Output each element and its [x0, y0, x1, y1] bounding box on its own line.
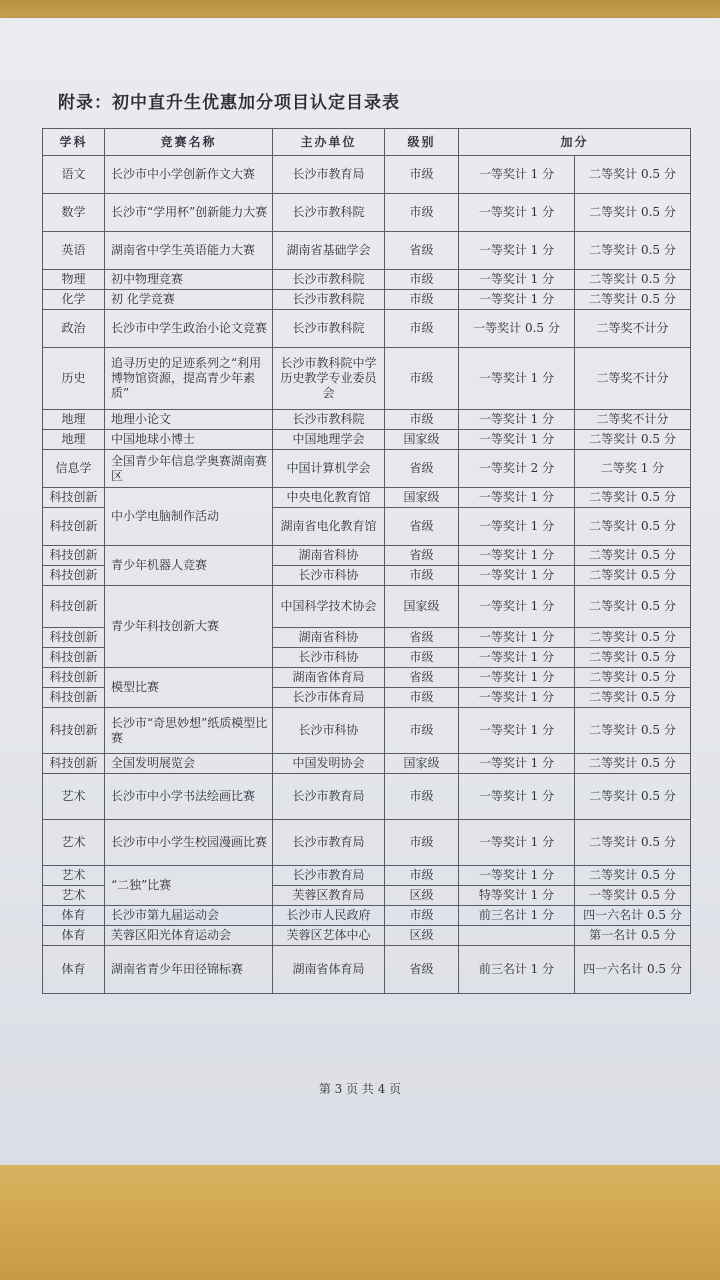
- competition-cell: 长沙市“奇思妙想”纸质模型比赛: [105, 708, 273, 754]
- first-prize-cell: 一等奖计 1 分: [459, 648, 575, 668]
- table-row: [43, 310, 691, 348]
- table-row: [43, 450, 691, 488]
- header-competition: 竞赛名称: [105, 129, 273, 156]
- organizer-cell: 湖南省体育局: [273, 668, 385, 688]
- second-prize-cell: 二等奖计 0.5 分: [575, 774, 691, 820]
- subject-cell: 科技创新: [43, 586, 105, 628]
- level-cell: 区级: [385, 926, 459, 946]
- table-row: [43, 906, 691, 926]
- competition-cell: 湖南省中学生英语能力大赛: [105, 232, 273, 270]
- competition-cell: 长沙市中小学生校园漫画比赛: [105, 820, 273, 866]
- organizer-cell: 长沙市教科院: [273, 410, 385, 430]
- level-cell: 国家级: [385, 586, 459, 628]
- subject-cell: 科技创新: [43, 546, 105, 566]
- level-cell: 市级: [385, 866, 459, 886]
- subject-cell: 政治: [43, 310, 105, 348]
- table-row: [43, 410, 691, 430]
- second-prize-cell: 二等奖计 0.5 分: [575, 668, 691, 688]
- level-cell: 市级: [385, 194, 459, 232]
- subject-cell: 艺术: [43, 820, 105, 866]
- subject-cell: 体育: [43, 946, 105, 994]
- table-row: [43, 232, 691, 270]
- second-prize-cell: 二等奖计 0.5 分: [575, 566, 691, 586]
- organizer-cell: 中国地理学会: [273, 430, 385, 450]
- organizer-cell: 长沙市教育局: [273, 774, 385, 820]
- table-row: [43, 708, 691, 754]
- first-prize-cell: 前三名计 1 分: [459, 946, 575, 994]
- subject-cell: 数学: [43, 194, 105, 232]
- subject-cell: 地理: [43, 430, 105, 450]
- subject-cell: 科技创新: [43, 648, 105, 668]
- competition-cell: 全国青少年信息学奥赛湖南赛区: [105, 450, 273, 488]
- second-prize-cell: 二等奖计 0.5 分: [575, 488, 691, 508]
- second-prize-cell: 二等奖计 0.5 分: [575, 820, 691, 866]
- competition-cell: 模型比赛: [105, 668, 273, 708]
- level-cell: 市级: [385, 410, 459, 430]
- subject-cell: 艺术: [43, 866, 105, 886]
- table-row: [43, 546, 691, 566]
- second-prize-cell: 第一名计 0.5 分: [575, 926, 691, 946]
- subject-cell: 艺术: [43, 774, 105, 820]
- table-row: [43, 290, 691, 310]
- subject-cell: 体育: [43, 926, 105, 946]
- subject-cell: 语文: [43, 156, 105, 194]
- first-prize-cell: 一等奖计 1 分: [459, 586, 575, 628]
- first-prize-cell: 一等奖计 1 分: [459, 290, 575, 310]
- first-prize-cell: 一等奖计 1 分: [459, 774, 575, 820]
- competition-cell: 初中物理竞赛: [105, 270, 273, 290]
- subject-cell: 科技创新: [43, 508, 105, 546]
- organizer-cell: 长沙市教科院: [273, 194, 385, 232]
- second-prize-cell: 二等奖计 0.5 分: [575, 648, 691, 668]
- first-prize-cell: 一等奖计 1 分: [459, 866, 575, 886]
- organizer-cell: 长沙市教科院: [273, 310, 385, 348]
- table-row: [43, 488, 691, 508]
- subject-cell: 艺术: [43, 886, 105, 906]
- competition-cell: 青少年机器人竞赛: [105, 546, 273, 586]
- level-cell: 市级: [385, 348, 459, 410]
- table-row: [43, 866, 691, 886]
- table-row: [43, 270, 691, 290]
- subject-cell: 化学: [43, 290, 105, 310]
- subject-cell: 地理: [43, 410, 105, 430]
- subject-cell: 体育: [43, 906, 105, 926]
- organizer-cell: 芙蓉区艺体中心: [273, 926, 385, 946]
- level-cell: 市级: [385, 270, 459, 290]
- first-prize-cell: 一等奖计 1 分: [459, 566, 575, 586]
- competition-cell: 追寻历史的足迹系列之“利用博物馆资源，提高青少年素质”: [105, 348, 273, 410]
- level-cell: 市级: [385, 688, 459, 708]
- competition-cell: 芙蓉区阳光体育运动会: [105, 926, 273, 946]
- competition-cell: 中国地球小博士: [105, 430, 273, 450]
- second-prize-cell: 四一六名计 0.5 分: [575, 906, 691, 926]
- first-prize-cell: 一等奖计 1 分: [459, 668, 575, 688]
- first-prize-cell: 一等奖计 1 分: [459, 430, 575, 450]
- first-prize-cell: 一等奖计 0.5 分: [459, 310, 575, 348]
- subject-cell: 科技创新: [43, 708, 105, 754]
- organizer-cell: 湖南省体育局: [273, 946, 385, 994]
- level-cell: 国家级: [385, 430, 459, 450]
- desk-background-bottom: [0, 1165, 720, 1280]
- table-row: [43, 754, 691, 774]
- second-prize-cell: 二等奖计 0.5 分: [575, 156, 691, 194]
- second-prize-cell: 二等奖计 0.5 分: [575, 586, 691, 628]
- second-prize-cell: 二等奖计 0.5 分: [575, 430, 691, 450]
- second-prize-cell: 二等奖计 0.5 分: [575, 194, 691, 232]
- level-cell: 市级: [385, 290, 459, 310]
- first-prize-cell: 一等奖计 1 分: [459, 410, 575, 430]
- competition-cell: 长沙市中小学创新作文大赛: [105, 156, 273, 194]
- organizer-cell: 湖南省基础学会: [273, 232, 385, 270]
- second-prize-cell: 二等奖计 0.5 分: [575, 546, 691, 566]
- level-cell: 市级: [385, 566, 459, 586]
- organizer-cell: 芙蓉区教育局: [273, 886, 385, 906]
- competition-cell: 中小学电脑制作活动: [105, 488, 273, 546]
- organizer-cell: 中国发明协会: [273, 754, 385, 774]
- level-cell: 市级: [385, 156, 459, 194]
- table-row: [43, 194, 691, 232]
- level-cell: 省级: [385, 232, 459, 270]
- subject-cell: 科技创新: [43, 688, 105, 708]
- competition-cell: 青少年科技创新大赛: [105, 586, 273, 668]
- first-prize-cell: 一等奖计 1 分: [459, 820, 575, 866]
- level-cell: 国家级: [385, 488, 459, 508]
- organizer-cell: 湖南省科协: [273, 546, 385, 566]
- first-prize-cell: 一等奖计 1 分: [459, 156, 575, 194]
- second-prize-cell: 二等奖计 0.5 分: [575, 508, 691, 546]
- subject-cell: 物理: [43, 270, 105, 290]
- competition-cell: 地理小论文: [105, 410, 273, 430]
- competition-cell: 初 化学竞赛: [105, 290, 273, 310]
- subject-cell: 英语: [43, 232, 105, 270]
- second-prize-cell: 二等奖计 0.5 分: [575, 270, 691, 290]
- table-row: [43, 348, 691, 410]
- organizer-cell: 长沙市人民政府: [273, 906, 385, 926]
- second-prize-cell: 二等奖计 0.5 分: [575, 708, 691, 754]
- second-prize-cell: 二等奖计 0.5 分: [575, 754, 691, 774]
- table-row: [43, 430, 691, 450]
- organizer-cell: 长沙市教科院中学历史教学专业委员会: [273, 348, 385, 410]
- first-prize-cell: 一等奖计 1 分: [459, 508, 575, 546]
- second-prize-cell: 二等奖计 0.5 分: [575, 628, 691, 648]
- subject-cell: 历史: [43, 348, 105, 410]
- competition-cell: 长沙市第九届运动会: [105, 906, 273, 926]
- table-row: [43, 156, 691, 194]
- first-prize-cell: 一等奖计 1 分: [459, 488, 575, 508]
- level-cell: 省级: [385, 668, 459, 688]
- first-prize-cell: 一等奖计 1 分: [459, 194, 575, 232]
- table-row: [43, 820, 691, 866]
- second-prize-cell: 二等奖计 0.5 分: [575, 232, 691, 270]
- table-header-row: [43, 129, 691, 156]
- second-prize-cell: 一等奖计 0.5 分: [575, 886, 691, 906]
- level-cell: 市级: [385, 820, 459, 866]
- competition-cell: 长沙市中学生政治小论文竞赛: [105, 310, 273, 348]
- level-cell: 省级: [385, 450, 459, 488]
- organizer-cell: 中国计算机学会: [273, 450, 385, 488]
- table-row: [43, 668, 691, 688]
- second-prize-cell: 二等奖 1 分: [575, 450, 691, 488]
- first-prize-cell: 一等奖计 1 分: [459, 754, 575, 774]
- level-cell: 国家级: [385, 754, 459, 774]
- organizer-cell: 中国科学技术协会: [273, 586, 385, 628]
- level-cell: 省级: [385, 508, 459, 546]
- organizer-cell: 长沙市科协: [273, 648, 385, 668]
- subject-cell: 科技创新: [43, 754, 105, 774]
- table-row: [43, 946, 691, 994]
- second-prize-cell: 二等奖计 0.5 分: [575, 290, 691, 310]
- competition-cell: “二独”比赛: [105, 866, 273, 906]
- competition-cell: 湖南省青少年田径锦标赛: [105, 946, 273, 994]
- subject-cell: 科技创新: [43, 628, 105, 648]
- organizer-cell: 长沙市教科院: [273, 270, 385, 290]
- first-prize-cell: 一等奖计 1 分: [459, 348, 575, 410]
- first-prize-cell: 一等奖计 1 分: [459, 628, 575, 648]
- header-points: 加分: [459, 129, 691, 156]
- bonus-points-table: [42, 128, 691, 994]
- organizer-cell: 长沙市教育局: [273, 820, 385, 866]
- organizer-cell: 长沙市体育局: [273, 688, 385, 708]
- organizer-cell: 长沙市教育局: [273, 866, 385, 886]
- level-cell: 市级: [385, 774, 459, 820]
- second-prize-cell: 二等奖不计分: [575, 310, 691, 348]
- level-cell: 市级: [385, 648, 459, 668]
- subject-cell: 科技创新: [43, 668, 105, 688]
- second-prize-cell: 二等奖不计分: [575, 348, 691, 410]
- organizer-cell: 长沙市教科院: [273, 290, 385, 310]
- level-cell: 市级: [385, 708, 459, 754]
- first-prize-cell: [459, 926, 575, 946]
- second-prize-cell: 二等奖不计分: [575, 410, 691, 430]
- subject-cell: 信息学: [43, 450, 105, 488]
- level-cell: 省级: [385, 546, 459, 566]
- organizer-cell: 长沙市科协: [273, 566, 385, 586]
- subject-cell: 科技创新: [43, 488, 105, 508]
- subject-cell: 科技创新: [43, 566, 105, 586]
- document-title: 附录：初中直升生优惠加分项目认定目录表: [58, 93, 400, 113]
- organizer-cell: 湖南省电化教育馆: [273, 508, 385, 546]
- competition-cell: 全国发明展览会: [105, 754, 273, 774]
- first-prize-cell: 一等奖计 1 分: [459, 688, 575, 708]
- first-prize-cell: 一等奖计 1 分: [459, 708, 575, 754]
- second-prize-cell: 二等奖计 0.5 分: [575, 866, 691, 886]
- organizer-cell: 湖南省科协: [273, 628, 385, 648]
- level-cell: 省级: [385, 628, 459, 648]
- header-organizer: 主办单位: [273, 129, 385, 156]
- first-prize-cell: 一等奖计 1 分: [459, 232, 575, 270]
- table-row: [43, 586, 691, 628]
- first-prize-cell: 特等奖计 1 分: [459, 886, 575, 906]
- table-row: [43, 774, 691, 820]
- header-level: 级别: [385, 129, 459, 156]
- first-prize-cell: 一等奖计 2 分: [459, 450, 575, 488]
- first-prize-cell: 前三名计 1 分: [459, 906, 575, 926]
- competition-cell: 长沙市“学用杯”创新能力大赛: [105, 194, 273, 232]
- header-subject: 学科: [43, 129, 105, 156]
- level-cell: 区级: [385, 886, 459, 906]
- second-prize-cell: 四一六名计 0.5 分: [575, 946, 691, 994]
- second-prize-cell: 二等奖计 0.5 分: [575, 688, 691, 708]
- level-cell: 省级: [385, 946, 459, 994]
- page-number: 第 3 页 共 4 页: [318, 1082, 402, 1096]
- organizer-cell: 长沙市教育局: [273, 156, 385, 194]
- level-cell: 市级: [385, 310, 459, 348]
- organizer-cell: 中央电化教育馆: [273, 488, 385, 508]
- level-cell: 市级: [385, 906, 459, 926]
- first-prize-cell: 一等奖计 1 分: [459, 270, 575, 290]
- first-prize-cell: 一等奖计 1 分: [459, 546, 575, 566]
- table-row: [43, 926, 691, 946]
- organizer-cell: 长沙市科协: [273, 708, 385, 754]
- competition-cell: 长沙市中小学书法绘画比赛: [105, 774, 273, 820]
